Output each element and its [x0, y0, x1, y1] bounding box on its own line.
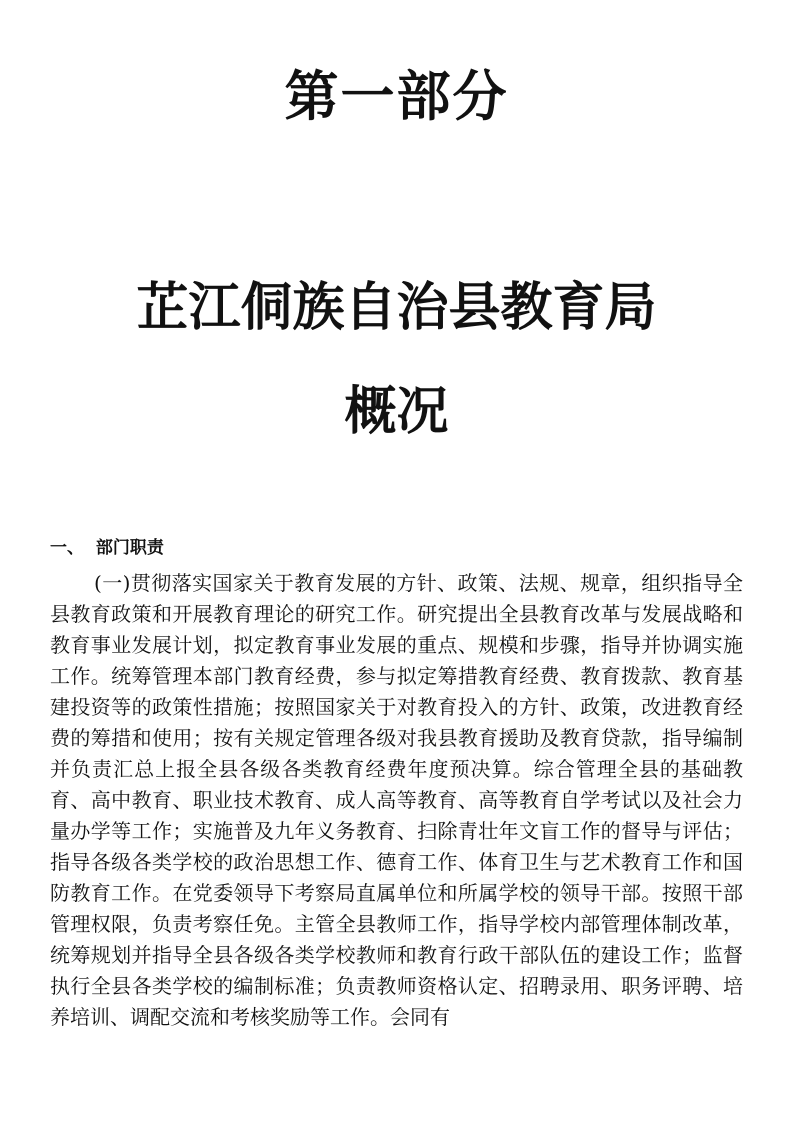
- document-subtitle: 概况: [344, 382, 449, 442]
- document-title: 芷江侗族自治县教育局: [136, 278, 657, 338]
- part-title: 第一部分: [284, 65, 509, 128]
- section-title: 部门职责: [95, 538, 164, 558]
- section-number: 一、: [50, 538, 84, 558]
- body-paragraph: (一)贯彻落实国家关于教育发展的方针、政策、法规、规章，组织指导全县教育政策和开展教育理论的研究工作。研究提出全县教育改革与发展战略和教育事业发展计划，拟定教育事业发展的重点、规模和步骤，指导并协调实施工作。统筹管理本部门教育经费，参与拟定筹措教育经费、教育拨款、教育基建投资等的政策性措施；按照国家关于对教育投入的方针、政策，改进教育经费的筹措和使用；按有关规定管理各级对我县教育援助及教育贷款，指导编制并负责汇总上报全县各级各类教育经费年度预决算。综合管理全县的基础教育、高中教育、职业技术教育、成人高等教育、高等教育自学考试以及社会力量办学等工作；实施普及九年义务教育、扫除青壮年文盲工作的督导与评估；指导各级各类学校的政治思想工作、德育工作、体育卫生与艺术教育工作和国防教育工作。在党委领导下考察局直属单位和所属学校的领导干部。按照干部管理权限，负责考察任免。主管全县教师工作，指导学校内部管理体制改革，统筹规划并指导全县各级各类学校教师和教育行政干部队伍的建设工作；监督执行全县各类学校的编制标准；负责教师资格认定、招聘录用、职务评聘、培养培训、调配交流和考核奖励等工作。会同有: [50, 571, 743, 1029]
- section-heading: [50, 535, 164, 561]
